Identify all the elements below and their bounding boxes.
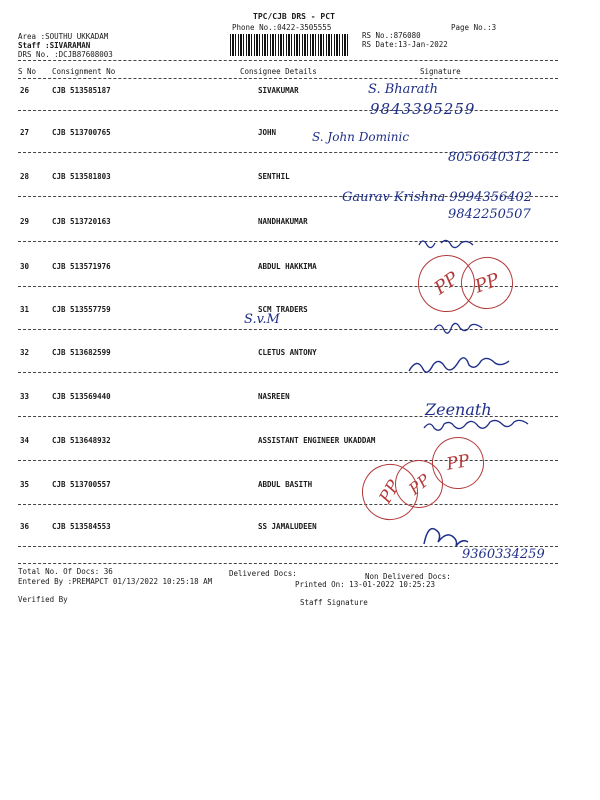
phone-number: Phone No.:0422-3505555 — [232, 23, 332, 32]
pp-stamp: PP — [454, 250, 521, 317]
table-row — [0, 172, 600, 184]
row-consignment-no: CJB 513581803 — [52, 172, 111, 181]
signature-handwriting: Gaurav Krishna 9994356402 — [342, 190, 533, 205]
col-header-sno: S No — [18, 67, 37, 76]
row-consignee: NANDHAKUMAR — [258, 217, 308, 226]
staff-signature: Staff Signature — [300, 598, 368, 607]
row-sno: 29 — [20, 217, 30, 226]
rs-date: RS Date:13-Jan-2022 — [362, 40, 448, 49]
signature-scribble — [420, 418, 560, 434]
area-label: Area :SOUTHU UKKADAM — [18, 32, 109, 41]
table-row — [0, 436, 600, 448]
signature-scribble — [405, 355, 515, 377]
drs-number: DRS No. :DCJB87608003 — [18, 50, 113, 59]
signature-handwriting: Zeenath — [425, 400, 492, 419]
row-sno: 30 — [20, 262, 30, 271]
row-consignee: CLETUS ANTONY — [258, 348, 317, 357]
pp-stamp: PP — [428, 433, 488, 493]
row-sno: 28 — [20, 172, 30, 181]
row-sno: 34 — [20, 436, 30, 445]
col-header-consignment: Consignment No — [52, 67, 116, 76]
row-consignment-no: CJB 513700765 — [52, 128, 111, 137]
row-consignee: ABDUL BASITH — [258, 480, 313, 489]
row-consignee: NASREEN — [258, 392, 290, 401]
row-consignment-no: CJB 513720163 — [52, 217, 111, 226]
signature-handwriting: S.v.M — [244, 312, 280, 327]
table-row — [0, 392, 600, 404]
row-consignee: SENTHIL — [258, 172, 290, 181]
verified-by: Verified By — [18, 595, 68, 604]
page-number: Page No.:3 — [451, 23, 497, 32]
document-title: TPC/CJB DRS - PCT — [253, 12, 335, 21]
row-consignee: ABDUL HAKKIMA — [258, 262, 317, 271]
table-row — [0, 86, 600, 98]
non-delivered-docs: Non Delivered Docs: — [365, 572, 451, 581]
row-consignee: SS JAMALUDEEN — [258, 522, 317, 531]
pp-stamp: PP — [385, 450, 453, 518]
signature-scribble — [430, 318, 490, 338]
table-row — [0, 522, 600, 534]
row-sno: 31 — [20, 305, 30, 314]
row-divider — [18, 504, 558, 505]
signature-handwriting: 8056640312 — [448, 150, 531, 165]
divider — [18, 78, 558, 79]
staff-label: Staff :SIVARAMAN — [18, 41, 91, 50]
table-row — [0, 480, 600, 492]
entered-by: Entered By :PREMAPCT 01/13/2022 10:25:18 AM — [18, 577, 213, 586]
rs-number: RS No.:876080 — [362, 31, 421, 40]
row-consignment-no: CJB 513569440 — [52, 392, 111, 401]
row-consignment-no: CJB 513700557 — [52, 480, 111, 489]
signature-handwriting: S. John Dominic — [312, 130, 410, 144]
signature-handwriting: S. Bharath — [368, 82, 438, 97]
pp-stamp: PP — [407, 244, 486, 323]
row-sno: 36 — [20, 522, 30, 531]
row-consignee: SIVAKUMAR — [258, 86, 299, 95]
barcode — [230, 34, 350, 56]
col-header-consignee: Consignee Details — [240, 67, 317, 76]
row-consignment-no: CJB 513682599 — [52, 348, 111, 357]
row-consignee: JOHN — [258, 128, 277, 137]
row-sno: 33 — [20, 392, 30, 401]
row-consignment-no: CJB 513648932 — [52, 436, 111, 445]
row-sno: 35 — [20, 480, 30, 489]
row-consignment-no: CJB 513557759 — [52, 305, 111, 314]
signature-scribble — [415, 237, 485, 251]
row-consignee: ASSISTANT ENGINEER UKADDAM — [258, 436, 376, 445]
pp-stamp: PP — [352, 454, 428, 530]
signature-handwriting: 9842250507 — [448, 207, 531, 222]
divider — [18, 563, 558, 564]
divider — [18, 60, 558, 61]
signature-handwriting: 9843395259 — [370, 100, 476, 118]
row-consignment-no: CJB 513585187 — [52, 86, 111, 95]
printed-on: Printed On: 13-01-2022 10:25:23 — [295, 580, 435, 589]
col-header-signature: Signature — [420, 67, 461, 76]
row-consignment-no: CJB 513584553 — [52, 522, 111, 531]
signature-handwriting: 9360334259 — [462, 547, 545, 562]
row-sno: 32 — [20, 348, 30, 357]
row-divider — [18, 110, 558, 111]
row-sno: 26 — [20, 86, 30, 95]
table-row — [0, 128, 600, 140]
total-docs: Total No. Of Docs: 36 — [18, 567, 113, 576]
row-consignee: SCM TRADERS — [258, 305, 308, 314]
row-sno: 27 — [20, 128, 30, 137]
table-row — [0, 305, 600, 317]
signature-scribble — [418, 522, 478, 550]
delivered-docs: Delivered Docs: — [229, 569, 297, 578]
row-consignment-no: CJB 513571976 — [52, 262, 111, 271]
